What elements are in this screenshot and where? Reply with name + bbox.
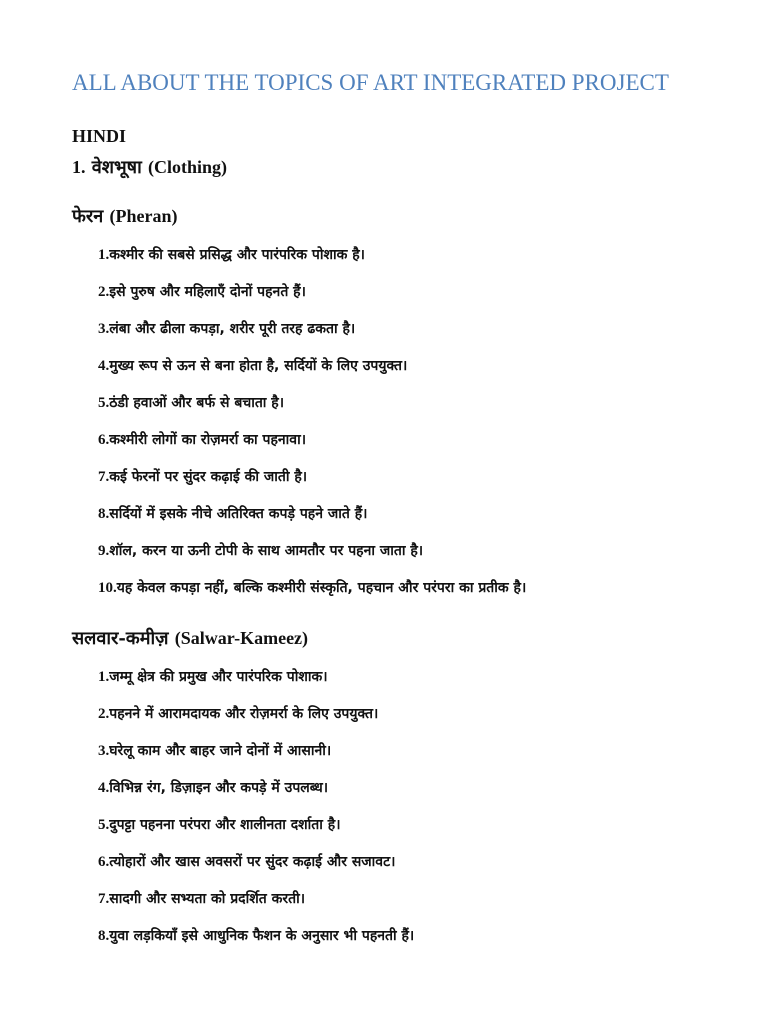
list-item xyxy=(98,540,526,577)
list-item xyxy=(98,244,526,281)
section-number: 1. xyxy=(72,157,86,177)
document-title: ALL ABOUT THE TOPICS OF ART INTEGRATED PROJECT xyxy=(72,70,669,95)
list-item-number: 2. xyxy=(98,706,110,722)
list-item-number: 1. xyxy=(98,247,110,263)
list-item xyxy=(98,740,414,777)
list-item-text: जम्मू क्षेत्र की प्रमुख और पारंपरिक पोशाक। xyxy=(109,669,328,685)
list-item xyxy=(98,888,414,925)
list-item-number: 6. xyxy=(98,432,110,448)
list-item xyxy=(98,777,414,814)
list-item-number: 4. xyxy=(98,780,110,796)
list-item-text: मुख्य रूप से ऊन से बना होता है, सर्दियों के लिए उपयुक्त। xyxy=(109,358,408,374)
list-item-number: 5. xyxy=(98,395,110,411)
pheran-title-english: (Pheran) xyxy=(109,206,178,226)
list-item-text: कश्मीरी लोगों का रोज़मर्रा का पहनावा। xyxy=(109,432,307,448)
list-item-number: 1. xyxy=(98,669,110,685)
list-item xyxy=(98,925,414,962)
list-item-number: 3. xyxy=(98,743,110,759)
list-item xyxy=(98,466,526,503)
section-heading xyxy=(72,155,227,179)
list-item-text: शॉल, करन या ऊनी टोपी के साथ आमतौर पर पहना जाता है। xyxy=(109,543,424,559)
list-item-text: इसे पुरुष और महिलाएँ दोनों पहनते हैं। xyxy=(109,284,306,300)
section-title-hindi: वेशभूषा xyxy=(91,157,142,178)
list-item-text: पहनने में आरामदायक और रोज़मर्रा के लिए उपयुक्त। xyxy=(109,706,379,722)
list-item-number: 7. xyxy=(98,891,110,907)
list-item-text: विभिन्न रंग, डिज़ाइन और कपड़े में उपलब्ध। xyxy=(109,780,329,796)
pheran-points-list xyxy=(98,244,526,614)
list-item-text: ठंडी हवाओं और बर्फ से बचाता है। xyxy=(109,395,285,411)
salwar-title-english: (Salwar-Kameez) xyxy=(174,628,309,648)
list-item-text: कई फेरनों पर सुंदर कढ़ाई की जाती है। xyxy=(109,469,308,485)
list-item-text: सर्दियों में इसके नीचे अतिरिक्त कपड़े पहने जाते हैं। xyxy=(109,506,368,522)
list-item xyxy=(98,355,526,392)
list-item xyxy=(98,666,414,703)
list-item-number: 9. xyxy=(98,543,110,559)
list-item-text: युवा लड़कियाँ इसे आधुनिक फैशन के अनुसार भी पहनती हैं। xyxy=(109,928,415,944)
list-item-text: घरेलू काम और बाहर जाने दोनों में आसानी। xyxy=(109,743,332,759)
list-item xyxy=(98,392,526,429)
list-item xyxy=(98,429,526,466)
list-item xyxy=(98,281,526,318)
list-item-number: 6. xyxy=(98,854,110,870)
list-item-text: सादगी और सभ्यता को प्रदर्शित करती। xyxy=(109,891,306,907)
list-item-number: 5. xyxy=(98,817,110,833)
subject-heading: HINDI xyxy=(72,126,127,146)
list-item-number: 8. xyxy=(98,928,110,944)
salwar-title-hindi: सलवार-कमीज़ xyxy=(72,628,169,649)
list-item-text: त्योहारों और खास अवसरों पर सुंदर कढ़ाई और सजावट। xyxy=(109,854,396,870)
list-item xyxy=(98,814,414,851)
list-item xyxy=(98,503,526,540)
list-item xyxy=(98,703,414,740)
list-item xyxy=(98,577,526,614)
pheran-heading xyxy=(72,204,178,228)
list-item-number: 10. xyxy=(98,580,117,596)
list-item-number: 2. xyxy=(98,284,110,300)
pheran-title-hindi: फेरन xyxy=(72,206,104,227)
list-item-text: यह केवल कपड़ा नहीं, बल्कि कश्मीरी संस्कृति, पहचान और परंपरा का प्रतीक है। xyxy=(116,580,527,596)
salwar-heading xyxy=(72,626,308,650)
list-item-number: 4. xyxy=(98,358,110,374)
list-item-number: 3. xyxy=(98,321,110,337)
list-item-text: दुपट्टा पहनना परंपरा और शालीनता दर्शाता है। xyxy=(109,817,341,833)
list-item-text: कश्मीर की सबसे प्रसिद्ध और पारंपरिक पोशाक है। xyxy=(109,247,365,263)
list-item xyxy=(98,318,526,355)
section-title-english: (Clothing) xyxy=(148,157,228,177)
list-item-text: लंबा और ढीला कपड़ा, शरीर पूरी तरह ढकता है। xyxy=(109,321,356,337)
list-item xyxy=(98,851,414,888)
salwar-points-list xyxy=(98,666,414,962)
list-item-number: 7. xyxy=(98,469,110,485)
list-item-number: 8. xyxy=(98,506,110,522)
